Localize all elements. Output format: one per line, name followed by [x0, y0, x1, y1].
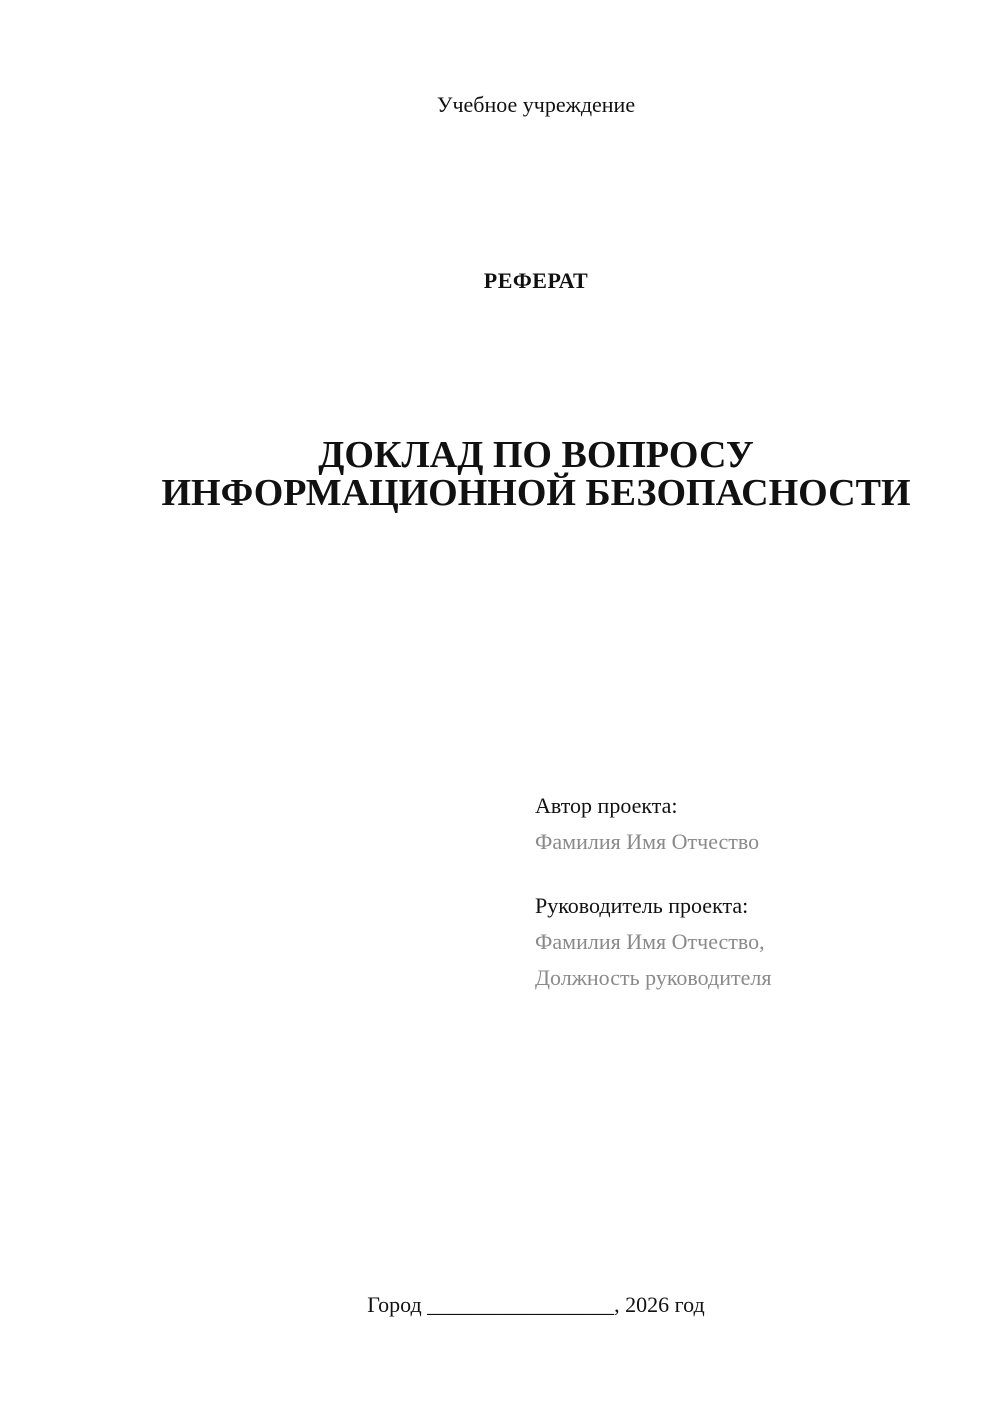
supervisor-name: Фамилия Имя Отчество, [535, 929, 765, 954]
supervisor-position: Должность руководителя [535, 965, 772, 990]
title-line: ИНФОРМАЦИОННОЙ БЕЗОПАСНОСТИ [161, 472, 911, 514]
credits-block [535, 788, 771, 996]
city-year-line: Город _________________, 2026 год [367, 1292, 705, 1317]
spacer [535, 860, 771, 888]
institution-name: Учебное учреждение [436, 92, 636, 117]
document-type: РЕФЕРАТ [483, 268, 589, 293]
author-label: Автор проекта: [535, 793, 678, 818]
title-line: ДОКЛАД ПО ВОПРОСУ [318, 434, 754, 476]
supervisor-label: Руководитель проекта: [535, 893, 749, 918]
author-name: Фамилия Имя Отчество [535, 829, 760, 854]
document-title [0, 436, 1000, 512]
